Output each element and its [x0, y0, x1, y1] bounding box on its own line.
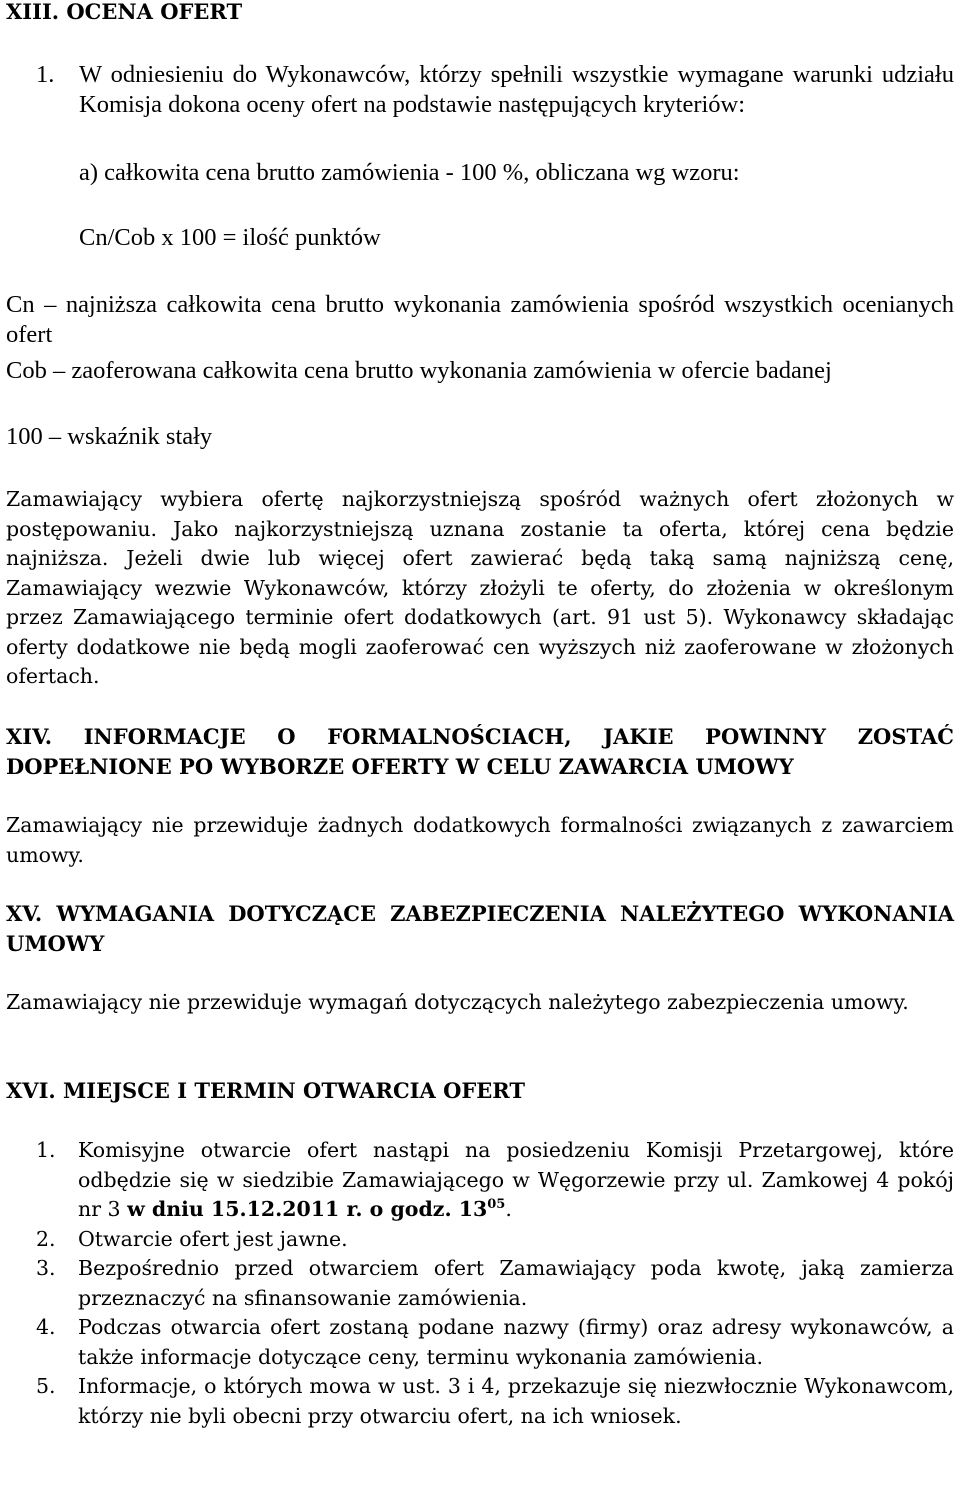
section-15: [0, 899, 960, 959]
list-item-text: Informacje, o których mowa w ust. 3 i 4, przekazuje się niezwłocznie Wykonawcom, którzy nie byli obecni przy otwarciu ofert, na ich wniosek.: [78, 1374, 954, 1428]
paragraph-sentence: Jako najkorzystniejszą uznana zostanie ta oferta, której cena będzie najniższa.: [6, 516, 954, 570]
list-item: [0, 1136, 960, 1225]
definition-cob: [0, 356, 960, 386]
list-item-text: Otwarcie ofert jest jawne.: [78, 1226, 348, 1251]
list-item-tail: .: [505, 1197, 512, 1221]
list-item-number: 2.: [36, 1226, 56, 1251]
definition-cob-text: Cob – zaoferowana całkowita cena brutto wykonania zamówienia w ofercie badanej: [6, 357, 832, 384]
section-14: [0, 722, 960, 782]
section-15-text: [0, 988, 960, 1018]
list-item: [0, 1313, 960, 1372]
list-item: [0, 1225, 960, 1255]
section-16-heading: XVI. MIEJSCE I TERMIN OTWARCIA OFERT: [6, 1078, 526, 1103]
formula-text: Cn/Cob x 100 = ilość punktów: [79, 224, 381, 251]
list-item-number: 3.: [36, 1256, 56, 1280]
list-item-number: 5.: [36, 1374, 56, 1398]
section-16-list: [0, 1136, 960, 1431]
list-item-text-plain: Komisyjne otwarcie ofert nastąpi na posiedzeniu Komisji Przetargowej, które odbędzie się w siedzibie Zamawiającego w Węgorzewie przy ul. Zamkowej 4 pokój nr 3: [78, 1138, 954, 1221]
section-13: [0, 0, 960, 27]
selection-paragraph: [0, 485, 960, 692]
item-number: 1.: [36, 61, 55, 88]
formula: [0, 223, 960, 253]
section-15-heading: XV. WYMAGANIA DOTYCZĄCE ZABEZPIECZENIA NALEŻYTEGO WYKONANIA UMOWY: [6, 901, 954, 956]
section-14-body: Zamawiający nie przewiduje żadnych dodatkowych formalności związanych z zawarciem umowy.: [6, 813, 954, 867]
list-item-number: 4.: [36, 1315, 56, 1339]
opening-minutes: 05: [487, 1197, 506, 1212]
item-text: W odniesieniu do Wykonawców, którzy spełnili wszystkie wymagane warunki udziału Komisja dokona oceny ofert na podstawie następujących kryteriów:: [79, 61, 954, 118]
definition-100: [0, 422, 960, 452]
section-16: [0, 1076, 960, 1106]
section-15-body: Zamawiający nie przewiduje wymagań dotyczących należytego zabezpieczenia umowy.: [6, 990, 909, 1014]
definition-cn: [0, 290, 960, 350]
paragraph-sentence: Zamawiający wybiera ofertę najkorzystniejszą spośród ważnych ofert złożonych w postępowaniu.: [6, 487, 954, 541]
criterion-a: [0, 158, 960, 188]
paragraph-sentence: Wykonawcy składając oferty dodatkowe nie będą mogli zaoferować cen wyższych niż zaoferowane w złożonych ofertach.: [6, 605, 954, 688]
list-item-text: Podczas otwarcia ofert zostaną podane nazwy (firmy) oraz adresy wykonawców, a także informacje dotyczące ceny, terminu wykonania zamówienia.: [78, 1315, 954, 1369]
paragraph-sentence: Jeżeli dwie lub więcej ofert zawierać będą taką samą najniższą cenę, Zamawiający wezwie Wykonawców, którzy złożyli te oferty, do złożenia w określonym przez Zamawiającego terminie ofert dodatkowych (art. 91 ust 5).: [6, 546, 954, 629]
list-item: [0, 1254, 960, 1313]
definition-100-text: 100 – wskaźnik stały: [6, 423, 213, 450]
list-item-text: [78, 1136, 954, 1225]
list-item-number: 1.: [36, 1138, 56, 1162]
list-item-text: Bezpośrednio przed otwarciem ofert Zamawiający poda kwotę, jaką zamierza przeznaczyć na sfinansowanie zamówienia.: [78, 1256, 954, 1310]
section-13-item-1: [0, 60, 960, 120]
section-13-heading: XIII. OCENA OFERT: [6, 0, 243, 24]
definition-cn-text: Cn – najniższa całkowita cena brutto wykonania zamówienia spośród wszystkich ocenianych ofert: [6, 291, 954, 348]
criterion-a-text: a) całkowita cena brutto zamówienia - 100 %, obliczana wg wzoru:: [79, 159, 740, 186]
section-14-heading: XIV. INFORMACJE O FORMALNOŚCIACH, JAKIE POWINNY ZOSTAĆ DOPEŁNIONE PO WYBORZE OFERTY W CELU ZAWARCIA UMOWY: [6, 724, 954, 779]
opening-date-time: w dniu 15.12.2011 r. o godz. 13: [127, 1197, 488, 1221]
list-item: [0, 1372, 960, 1431]
section-14-text: [0, 811, 960, 870]
